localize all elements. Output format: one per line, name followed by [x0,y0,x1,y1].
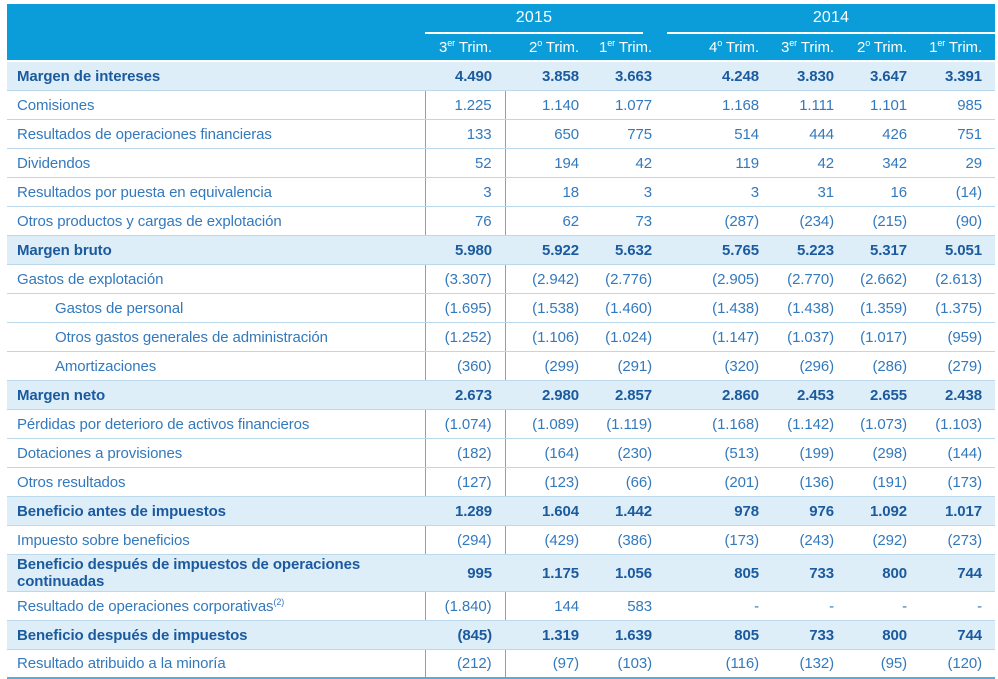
row-label-text: Beneficio después de impuestos [17,626,248,644]
cell-value: 2.673 [425,381,505,410]
cell-value: 1.168 [665,91,772,120]
cell-value: 976 [772,497,847,526]
cell-value: 2.655 [847,381,920,410]
cell-value: (1.089) [505,410,592,439]
cell-value: (1.103) [920,410,995,439]
cell-value: (1.460) [592,294,665,323]
cell-value: (1.119) [592,410,665,439]
table-body [7,61,995,678]
cell-value: 5.317 [847,236,920,265]
year-group-2014 [665,4,995,34]
cell-value: 1.140 [505,91,592,120]
cell-value: (1.168) [665,410,772,439]
cell-value: (144) [920,439,995,468]
quarter-word: Trim. [870,38,907,56]
cell-value: 31 [772,178,847,207]
cell-value: 119 [665,149,772,178]
cell-value: 18 [505,178,592,207]
cell-value: 5.632 [592,236,665,265]
cell-value: (1.147) [665,323,772,352]
summary-row [7,381,995,410]
summary-row [7,555,995,592]
cell-value: (116) [665,650,772,679]
quarter-ordinal-suffix: o [717,37,723,48]
row-label-text: Otros resultados [17,473,126,491]
row-label [7,650,425,679]
row-label [7,352,425,381]
row-label [7,497,425,526]
cell-value: (845) [425,621,505,650]
cell-value: 1.101 [847,91,920,120]
quarter-word: Trim. [722,38,759,56]
row-label [7,439,425,468]
cell-value: (273) [920,526,995,555]
quarter-number: 1 [929,38,938,56]
cell-value: (292) [847,526,920,555]
cell-value: 775 [592,120,665,149]
row-label-text: Otros gastos generales de administración [55,328,328,346]
quarter-number: 3 [439,38,448,56]
cell-value: (2.662) [847,265,920,294]
cell-value: 133 [425,120,505,149]
cell-value: (1.840) [425,592,505,621]
quarter-number: 2 [856,38,866,56]
cell-value: 62 [505,207,592,236]
cell-value: 2.860 [665,381,772,410]
row-label-text: Resultado de operaciones corporativas [17,597,274,615]
cell-value: (90) [920,207,995,236]
quarter-ordinal-suffix: o [537,37,543,48]
cell-value: (296) [772,352,847,381]
cell-value: 194 [505,149,592,178]
cell-value: (1.142) [772,410,847,439]
cell-value: (103) [592,650,665,679]
quarter-ordinal-suffix: o [865,37,871,48]
cell-value: 733 [772,621,847,650]
cell-value: 52 [425,149,505,178]
row-label-text: Dotaciones a provisiones [17,444,183,462]
cell-value: (1.375) [920,294,995,323]
cell-value: (298) [847,439,920,468]
cell-value: (1.024) [592,323,665,352]
header-spacer [7,4,425,34]
cell-value: (201) [665,468,772,497]
row-label-text: Comisiones [17,96,95,114]
cell-value: 3.391 [920,61,995,91]
cell-value: (230) [592,439,665,468]
quarter-word: Trim. [542,38,579,56]
cell-value: 42 [772,149,847,178]
row-label-text: Beneficio antes de impuestos [17,502,226,520]
cell-value: 73 [592,207,665,236]
table-row [7,410,995,439]
quarter-header-2015-1 [592,34,665,61]
cell-value: (1.538) [505,294,592,323]
table-header [7,4,995,61]
cell-value: 16 [847,178,920,207]
cell-value: 5.980 [425,236,505,265]
row-label-text: Resultado atribuido a la minoría [17,655,226,672]
year-2014-label: 2014 [667,7,995,34]
cell-value: (127) [425,468,505,497]
cell-value: 42 [592,149,665,178]
cell-value: (3.307) [425,265,505,294]
quarter-header-2014-3 [772,34,847,61]
cell-value: - [920,592,995,621]
cell-value: 2.438 [920,381,995,410]
cell-value: (2.770) [772,265,847,294]
cell-value: 4.490 [425,61,505,91]
table-row [7,265,995,294]
summary-row [7,236,995,265]
row-label-text: Resultados de operaciones financieras [17,125,272,143]
year-2015-label: 2015 [425,7,643,34]
row-label [7,526,425,555]
row-label [7,207,425,236]
quarter-header-2015-2 [505,34,592,61]
row-label [7,120,425,149]
cell-value: 800 [847,621,920,650]
cell-value: 1.225 [425,91,505,120]
row-label [7,294,425,323]
cell-value: (291) [592,352,665,381]
table-row [7,120,995,149]
table-row [7,592,995,621]
cell-value: (14) [920,178,995,207]
quarter-word: Trim. [797,38,834,56]
cell-value: 3.647 [847,61,920,91]
cell-value: 3.858 [505,61,592,91]
cell-value: (1.073) [847,410,920,439]
table-row [7,178,995,207]
row-label-text: Amortizaciones [55,357,157,375]
cell-value: (1.359) [847,294,920,323]
table-row [7,526,995,555]
cell-value: 1.175 [505,555,592,592]
cell-value: (95) [847,650,920,679]
table-row [7,352,995,381]
cell-value: (2.905) [665,265,772,294]
cell-value: (132) [772,650,847,679]
row-label [7,265,425,294]
cell-value: (66) [592,468,665,497]
cell-value: 3 [592,178,665,207]
cell-value: (191) [847,468,920,497]
cell-value: 426 [847,120,920,149]
row-label-text: Beneficio después de impuestos de operaciones continuadas [17,556,361,590]
quarter-ordinal-suffix: er [607,37,616,48]
cell-value: 733 [772,555,847,592]
cell-value: (136) [772,468,847,497]
quarter-number: 1 [599,38,608,56]
quarter-number: 4 [708,38,718,56]
cell-value: 985 [920,91,995,120]
income-statement-table [7,4,995,679]
cell-value: 3 [425,178,505,207]
cell-value: (164) [505,439,592,468]
cell-value: 978 [665,497,772,526]
cell-value: (2.613) [920,265,995,294]
summary-row [7,497,995,526]
quarter-word: Trim. [945,38,983,56]
row-label-text: Otros productos y cargas de explotación [17,212,282,230]
row-label-text: Resultados por puesta en equivalencia [17,183,272,201]
quarter-ordinal-suffix: er [789,37,798,48]
cell-value: (1.074) [425,410,505,439]
year-group-2015 [425,4,665,34]
cell-value: 1.111 [772,91,847,120]
cell-value: 1.639 [592,621,665,650]
cell-value: (173) [920,468,995,497]
summary-row [7,61,995,91]
table-row [7,149,995,178]
cell-value: 1.017 [920,497,995,526]
row-label [7,178,425,207]
row-label [7,555,425,592]
cell-value: (513) [665,439,772,468]
cell-value: 1.319 [505,621,592,650]
cell-value: 5.765 [665,236,772,265]
cell-value: (287) [665,207,772,236]
quarter-word: Trim. [615,38,652,56]
cell-value: 995 [425,555,505,592]
cell-value: 342 [847,149,920,178]
row-label-text: Gastos de explotación [17,270,164,288]
cell-value: (386) [592,526,665,555]
row-label-text: Impuesto sobre beneficios [17,531,190,549]
table-row [7,468,995,497]
cell-value: (215) [847,207,920,236]
cell-value: (360) [425,352,505,381]
cell-value: (279) [920,352,995,381]
row-label-text: Margen bruto [17,241,112,259]
cell-value: (1.438) [665,294,772,323]
header-spacer [7,34,425,61]
table-row [7,650,995,679]
cell-value: (286) [847,352,920,381]
cell-value: 5.051 [920,236,995,265]
cell-value: 751 [920,120,995,149]
cell-value: (1.037) [772,323,847,352]
cell-value: (1.695) [425,294,505,323]
cell-value: 29 [920,149,995,178]
row-label [7,323,425,352]
cell-value: 76 [425,207,505,236]
table-row [7,439,995,468]
quarter-header-2014-1 [920,34,995,61]
cell-value: (123) [505,468,592,497]
cell-value: - [665,592,772,621]
cell-value: (294) [425,526,505,555]
row-label-text: Margen neto [17,386,106,404]
row-label [7,381,425,410]
row-label [7,410,425,439]
cell-value: 3.830 [772,61,847,91]
cell-value: 1.442 [592,497,665,526]
row-label [7,468,425,497]
cell-value: 3 [665,178,772,207]
cell-value: 2.453 [772,381,847,410]
cell-value: 514 [665,120,772,149]
row-label-text: Pérdidas por deterioro de activos financieros [17,415,310,433]
cell-value: (212) [425,650,505,679]
row-label-text: Gastos de personal [55,299,184,317]
cell-value: (959) [920,323,995,352]
cell-value: 2.980 [505,381,592,410]
quarter-header-2015-3 [425,34,505,61]
cell-value: 805 [665,621,772,650]
cell-value: 744 [920,555,995,592]
table-row [7,323,995,352]
cell-value: 5.223 [772,236,847,265]
cell-value: (199) [772,439,847,468]
cell-value: (243) [772,526,847,555]
cell-value: (1.017) [847,323,920,352]
row-label [7,61,425,91]
quarter-word: Trim. [455,38,492,56]
cell-value: 144 [505,592,592,621]
cell-value: 650 [505,120,592,149]
cell-value: 1.604 [505,497,592,526]
row-label-text: Margen de intereses [17,67,161,85]
cell-value: (2.776) [592,265,665,294]
cell-value: 2.857 [592,381,665,410]
cell-value: 3.663 [592,61,665,91]
cell-value: (1.106) [505,323,592,352]
quarter-ordinal-suffix: er [447,37,456,48]
cell-value: 4.248 [665,61,772,91]
cell-value: 800 [847,555,920,592]
cell-value: 1.289 [425,497,505,526]
row-label [7,621,425,650]
cell-value: 1.092 [847,497,920,526]
table-row [7,207,995,236]
row-label-text: Dividendos [17,154,91,172]
row-label [7,91,425,120]
quarter-number: 2 [528,38,538,56]
cell-value: (2.942) [505,265,592,294]
quarter-header-2014-2 [847,34,920,61]
cell-value: (1.438) [772,294,847,323]
cell-value: (1.252) [425,323,505,352]
year-header-row [7,4,995,34]
cell-value: (97) [505,650,592,679]
table-row [7,294,995,323]
cell-value: (173) [665,526,772,555]
cell-value: 1.056 [592,555,665,592]
table-row [7,91,995,120]
cell-value: 444 [772,120,847,149]
quarter-header-2014-4 [665,34,772,61]
cell-value: (320) [665,352,772,381]
cell-value: (299) [505,352,592,381]
cell-value: - [847,592,920,621]
quarter-ordinal-suffix: er [937,37,946,48]
quarter-header-row [7,34,995,61]
cell-value: 1.077 [592,91,665,120]
cell-value: (234) [772,207,847,236]
cell-value: 805 [665,555,772,592]
row-label [7,236,425,265]
quarter-number: 3 [781,38,790,56]
cell-value: 5.922 [505,236,592,265]
cell-value: 583 [592,592,665,621]
row-label [7,149,425,178]
summary-row [7,621,995,650]
cell-value: 744 [920,621,995,650]
footnote-marker: (2) [273,596,285,607]
cell-value: - [772,592,847,621]
cell-value: (120) [920,650,995,679]
cell-value: (182) [425,439,505,468]
cell-value: (429) [505,526,592,555]
row-label [7,592,425,621]
